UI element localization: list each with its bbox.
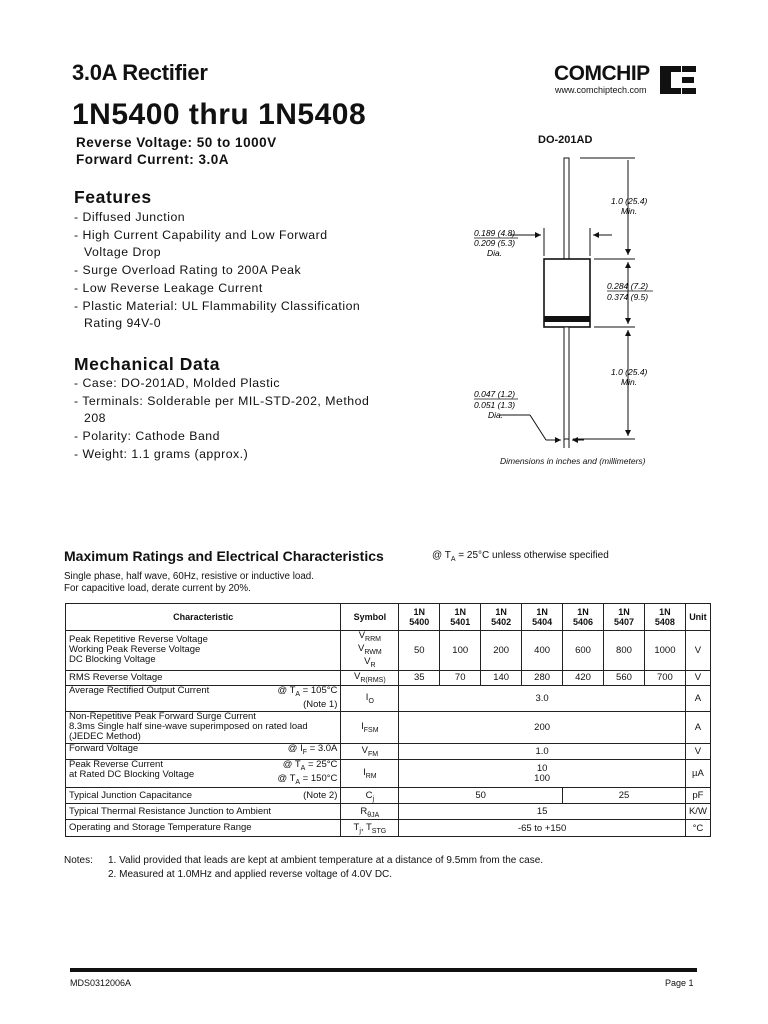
features-heading: Features [74, 187, 152, 207]
col-part: 1N 5401 [440, 604, 481, 631]
ratings-title: Maximum Ratings and Electrical Characteristics [64, 548, 384, 564]
mechanical-data-list [74, 375, 374, 464]
list-item: - Weight: 1.1 grams (approx.) [74, 446, 249, 461]
col-symbol: Symbol [341, 604, 399, 631]
dim-body-length-min: 0.284 (7.2) [607, 281, 649, 291]
document-id: MDS0312006A [70, 978, 132, 988]
package-outline-diagram [460, 150, 680, 455]
table-row: RMS Reverse Voltage $V_{R(RMS)}$ 35 70 140 280 420 560 700 V [66, 670, 711, 685]
col-part: 1N 5408 [644, 604, 685, 631]
brand-url: www.comchiptech.com [555, 85, 647, 95]
table-row: Peak Repetitive Reverse Voltage Working Peak Reverse Voltage DC Blocking Voltage $V_{RRM}$ $V_{RWM}$ $V_R$ 50 100 200 400 600 800 1000 V [66, 631, 711, 671]
table-row: Forward Voltage @ $I_F = 3.0A$ $V_{FM}$ 1.0 V [66, 743, 711, 759]
top-lead [564, 158, 569, 260]
dim-bottom-lead-length: 1.0 (25.4) [611, 367, 648, 377]
list-item: - Surge Overload Rating to 200A Peak [74, 263, 302, 278]
page-number: Page 1 [665, 978, 694, 988]
cond-rest: = 25°C unless otherwise specified [455, 550, 609, 561]
table-row: Typical Junction Capacitance (Note 2) $C_j$ 50 25 pF [66, 788, 711, 804]
table-row: Typical Thermal Resistance Junction to Ambient $R_{\theta JA}$ 15 K/W [66, 804, 711, 820]
reverse-voltage-spec: Reverse Voltage: 50 to 1000V [76, 135, 277, 150]
list-item: - High Current Capability and Low Forward Voltage Drop [74, 227, 328, 260]
list-item: - Case: DO-201AD, Molded Plastic [74, 376, 280, 390]
dim-lead-dia-label: Dia. [488, 410, 504, 420]
mechanical-data-heading: Mechanical Data [74, 354, 221, 374]
dim-lead-dia-max: 0.051 (1.3) [474, 400, 516, 410]
dim-lead-dia-min: 0.047 (1.2) [474, 389, 516, 399]
dimension-note: Dimensions in inches and (millimeters) [500, 456, 646, 466]
table-row: Non-Repetitive Peak Forward Surge Current 8.3ms Single half sine-wave superimposed on rated load (JEDEC Method) $I_{FSM}$ 200 A [66, 711, 711, 743]
dim-body-dia-label: Dia. [487, 248, 503, 258]
package-label: DO-201AD [538, 134, 593, 146]
cond-sub: A [450, 556, 456, 563]
list-item: - Diffused Junction [74, 210, 186, 224]
col-part: 1N 5404 [522, 604, 563, 631]
ratings-condition [432, 550, 609, 563]
col-part: 1N 5406 [563, 604, 604, 631]
col-part: 1N 5400 [399, 604, 440, 631]
footer-divider [70, 968, 697, 972]
table-header-row [66, 604, 711, 631]
list-item: - Plastic Material: UL Flammability Classification Rating 94V-0 [74, 298, 361, 331]
bottom-lead [564, 327, 569, 439]
ratings-note-1: Single phase, half wave, 60Hz, resistive or inductive load. [64, 571, 314, 582]
brand-logo-icon [658, 64, 698, 96]
table-row: Operating and Storage Temperature Range $T_j$, $T_{STG}$ -65 to +150 °C [66, 820, 711, 837]
dim-body-length-max: 0.374 (9.5) [607, 292, 649, 302]
list-item: - Low Reverse Leakage Current [74, 280, 263, 295]
note-1: 1. Valid provided that leads are kept at ambient temperature at a distance of 9.5mm from the case. [108, 855, 544, 866]
cond-text: @ T [432, 550, 451, 561]
col-part: 1N 5407 [604, 604, 645, 631]
dim-body-dia-max: 0.209 (5.3) [474, 238, 516, 248]
note-2: 2. Measured at 1.0MHz and applied reverse voltage of 4.0V DC. [108, 869, 393, 880]
features-list [74, 209, 374, 333]
table-row: Average Rectified Output Current @ $T_A = 105^\circ C$ (Note 1) $I_O$ 3.0 A [66, 685, 711, 711]
brand-name: COMCHIP [554, 62, 650, 85]
col-unit: Unit [685, 604, 710, 631]
col-characteristic: Characteristic [66, 604, 341, 631]
list-item: - Polarity: Cathode Band [74, 429, 220, 444]
dim-top-lead-length: 1.0 (25.4) [611, 196, 648, 206]
cathode-band [544, 316, 590, 322]
col-part: 1N 5402 [481, 604, 522, 631]
ratings-table [65, 603, 711, 837]
forward-current-spec: Forward Current: 3.0A [76, 152, 230, 167]
part-number-title: 1N5400 thru 1N5408 [72, 98, 367, 131]
list-item: - Terminals: Solderable per MIL-STD-202, Method 208 [74, 393, 370, 426]
dim-top-lead-min: Min. [621, 206, 638, 216]
series-title: 3.0A Rectifier [72, 60, 208, 85]
dim-body-dia-min: 0.189 (4.8) [474, 228, 516, 238]
notes-label: Notes: [64, 855, 93, 866]
dim-bottom-lead-min: Min. [621, 377, 638, 387]
table-row: Peak Reverse Current at Rated DC Blocking Voltage @ $T_A = 25^\circ C$ @ $T_A = 150^\circ C$ $I_{RM}$ 10 100 µA [66, 759, 711, 788]
ratings-note-2: For capacitive load, derate current by 20%. [64, 583, 251, 594]
